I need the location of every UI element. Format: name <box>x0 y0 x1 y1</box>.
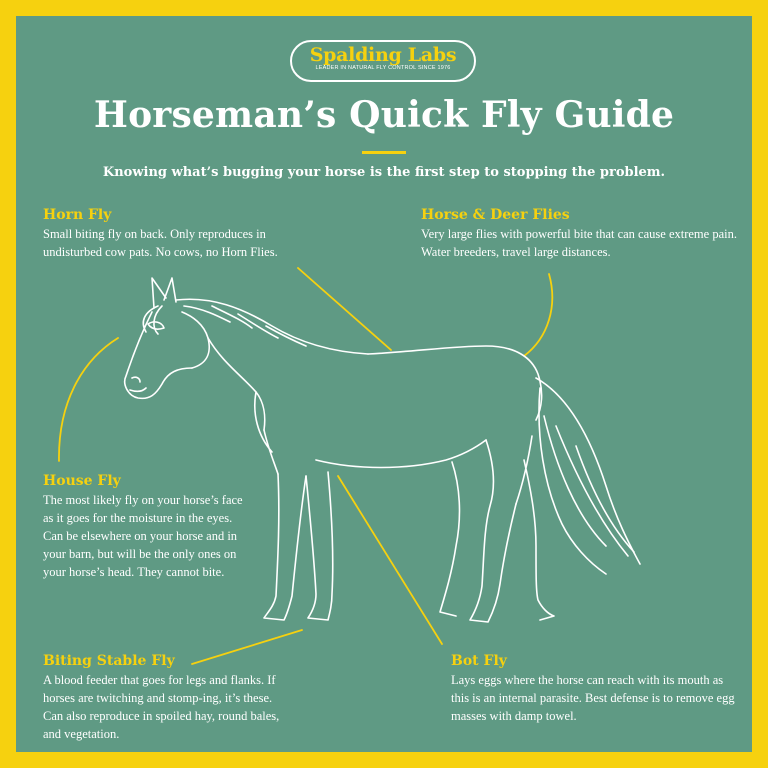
fly-description: The most likely fly on your horse’s face as it goes for the moisture in the eyes. Can be elsewhere on your horse and in your barn, but will be the only ones on your horse’s head. They cannot bite. <box>43 493 243 579</box>
horse-belly <box>316 440 486 468</box>
fly-name: Horn Fly <box>43 207 112 223</box>
horn-fly-callout-line <box>298 268 391 350</box>
horse-back <box>368 346 542 420</box>
fly-description: Small biting fly on back. Only reproduces in undisturbed cow pats. No cows, no Horn Flies. <box>43 227 278 259</box>
logo-tagline: LEADER IN NATURAL FLY CONTROL SINCE 1976 <box>315 65 451 71</box>
fly-entry-stable <box>43 653 283 743</box>
bot-fly-callout-line <box>338 476 442 644</box>
fly-name: Biting Stable Fly <box>43 653 175 669</box>
horse-tail <box>536 378 640 564</box>
horse-jaw <box>182 312 209 368</box>
horse-ear <box>152 278 166 308</box>
horse-front-leg <box>264 474 306 620</box>
horse-deer-fly-callout-line <box>524 274 552 356</box>
fly-entry-horn <box>43 207 323 261</box>
page-subtitle: Knowing what’s bugging your horse is the first step to stopping the problem. <box>102 165 666 180</box>
horse-hind-leg <box>470 440 516 622</box>
horse-mane <box>176 299 368 354</box>
spalding-labs-logo <box>290 40 476 82</box>
house-fly-callout-line <box>59 338 118 461</box>
fly-name: Horse & Deer Flies <box>421 207 570 223</box>
guide-panel <box>16 16 752 752</box>
horse-face <box>125 312 192 398</box>
logo-name: Spalding Labs <box>309 44 457 66</box>
title-divider <box>362 151 406 154</box>
fly-entry-horse-deer <box>421 207 741 261</box>
horse-eye <box>148 322 164 329</box>
fly-entry-bot <box>451 653 736 725</box>
page-title: Horseman’s Quick Fly Guide <box>93 94 675 136</box>
fly-name: Bot Fly <box>451 653 507 669</box>
fly-description: Lays eggs where the horse can reach with its mouth as this is an internal parasite. Best defense is to remove egg masses with damp towel. <box>451 673 735 723</box>
fly-entry-house <box>43 473 255 581</box>
fly-description: Very large flies with powerful bite that can cause extreme pain. Water breeders, travel large distances. <box>421 227 737 259</box>
fly-description: A blood feeder that goes for legs and flanks. If horses are twitching and stomp-ing, it’s these. Can also reproduce in spoiled hay, round bales, and vegetation. <box>43 673 280 741</box>
fly-name: House Fly <box>43 473 121 489</box>
